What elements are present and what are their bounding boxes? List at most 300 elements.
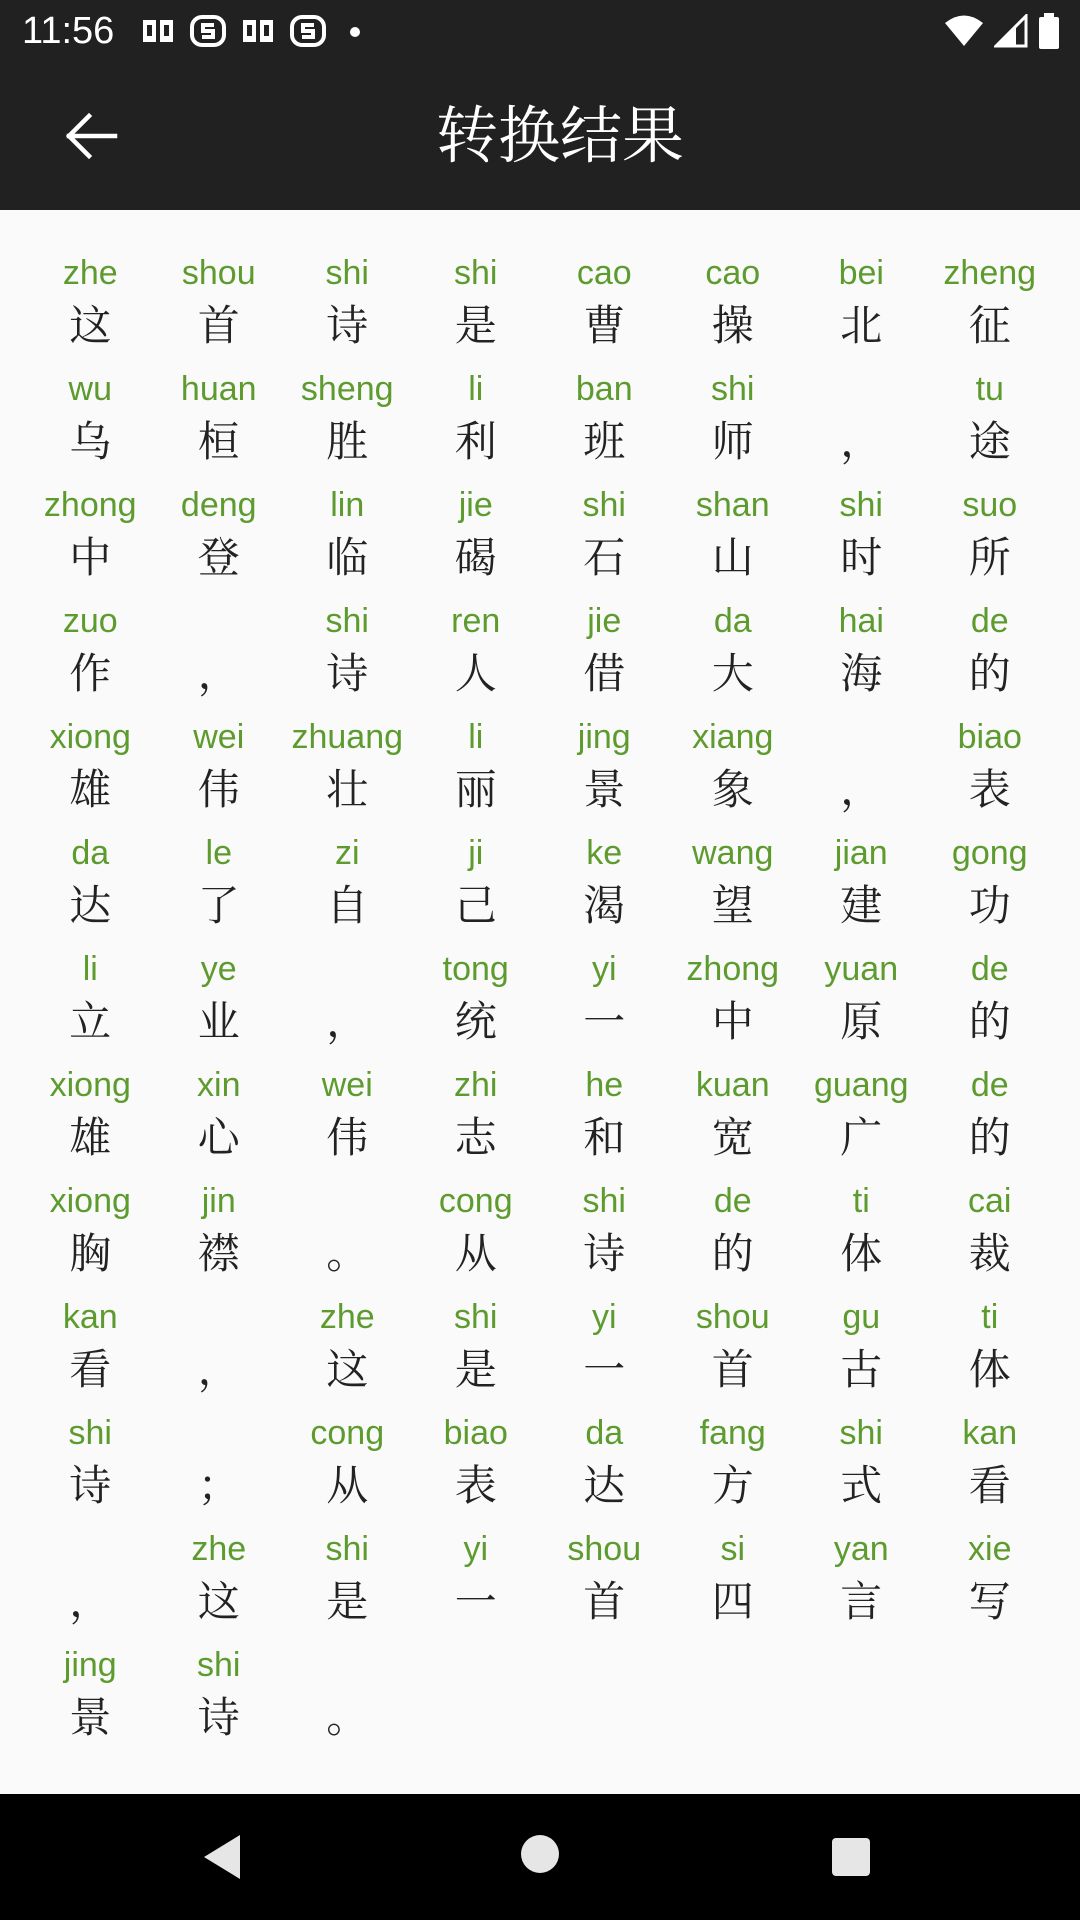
pinyin-label: jie [587,602,622,640]
back-button[interactable] [54,98,130,174]
char-cell [26,828,155,944]
hanzi-char: 了 [197,881,240,930]
hanzi-char: 的 [968,1113,1011,1162]
hanzi-char: 北 [840,301,883,350]
hanzi-char: 人 [454,649,497,698]
empty-cell [669,1640,798,1756]
char-cell [283,364,412,480]
char-cell [797,1292,926,1408]
char-cell [797,364,926,480]
pinyin-label: wang [692,834,774,872]
char-cell [26,712,155,828]
hanzi-char: 是 [326,1577,369,1626]
char-cell [926,480,1055,596]
pinyin-label: de [970,950,1009,988]
empty-cell [412,1640,541,1756]
hanzi-char: 所 [968,533,1011,582]
hanzi-char: 一 [454,1577,497,1626]
hanzi-char: 体 [840,1229,883,1278]
char-cell [669,1524,798,1640]
hanzi-char: 登 [197,533,240,582]
pinyin-label: shi [325,254,369,292]
pinyin-label: xiong [49,718,131,756]
hanzi-char: 看 [69,1345,112,1394]
pinyin-label: cao [705,254,761,292]
pinyin-label: yi [591,1298,617,1336]
pinyin-label: shou [567,1530,642,1568]
char-cell [797,1060,926,1176]
char-cell [669,1292,798,1408]
char-cell [669,248,798,364]
pinyin-label: shi [454,1298,498,1336]
pinyin-label: he [585,1066,624,1104]
hanzi-char: 。 [326,1693,369,1742]
char-cell [155,828,284,944]
pinyin-label: ji [468,834,484,872]
char-cell [283,828,412,944]
pinyin-label: jie [458,486,493,524]
pinyin-label: shi [839,1414,883,1452]
app-icon-s [190,15,226,47]
char-cell [26,1640,155,1756]
pinyin-label: jing [577,718,631,756]
pinyin-label: li [82,950,98,988]
hanzi-char: 和 [583,1113,626,1162]
hanzi-char: 表 [968,765,1011,814]
char-cell [540,1060,669,1176]
hanzi-char: 丽 [454,765,497,814]
hanzi-char: 象 [711,765,754,814]
hanzi-char: 壮 [326,765,369,814]
hanzi-char: 诗 [197,1693,240,1742]
hanzi-char: ， [326,997,369,1046]
pinyin-label: zhe [319,1298,375,1336]
hanzi-char: 宽 [711,1113,754,1162]
pinyin-label: tu [975,370,1004,408]
char-cell [155,712,284,828]
pinyin-label: ti [981,1298,999,1336]
char-cell [926,828,1055,944]
char-cell [26,1060,155,1176]
nav-home-icon[interactable] [518,1832,562,1876]
char-cell [26,480,155,596]
pinyin-label: kan [62,1298,118,1336]
pinyin-label: kan [962,1414,1018,1452]
app-icon-ub [240,16,276,46]
app-icon-ub [140,16,176,46]
pinyin-label: shou [181,254,256,292]
hanzi-char: 业 [197,997,240,1046]
pinyin-label: zheng [943,254,1037,292]
wifi-icon [944,14,984,48]
char-cell [926,1176,1055,1292]
char-cell [926,944,1055,1060]
hanzi-char: 伟 [326,1113,369,1162]
pinyin-label: si [720,1530,746,1568]
char-cell [540,1292,669,1408]
hanzi-char: 自 [326,881,369,930]
pinyin-label: gu [842,1298,881,1336]
pinyin-label: wei [321,1066,373,1104]
pinyin-label: kuan [695,1066,770,1104]
char-cell [283,480,412,596]
conversion-result [0,210,1080,1794]
hanzi-char: 首 [583,1577,626,1626]
hanzi-char: 方 [711,1461,754,1510]
pinyin-label: shi [68,1414,112,1452]
pinyin-label: yuan [824,950,899,988]
pinyin-label: bei [838,254,884,292]
pinyin-label: cong [438,1182,513,1220]
hanzi-char: 雄 [69,1113,112,1162]
hanzi-char: 中 [711,997,754,1046]
char-cell [797,480,926,596]
hanzi-char: 的 [968,997,1011,1046]
hanzi-char: 首 [711,1345,754,1394]
char-cell [797,1524,926,1640]
nav-back-icon[interactable] [200,1832,244,1882]
char-cell [669,1176,798,1292]
char-cell [412,1060,541,1176]
hanzi-char: 裁 [968,1229,1011,1278]
app-icon-s [290,15,326,47]
pinyin-label: zhi [454,1066,498,1104]
char-cell [797,596,926,712]
hanzi-char: 雄 [69,765,112,814]
hanzi-char: 的 [711,1229,754,1278]
char-cell [283,596,412,712]
hanzi-char: 伟 [197,765,240,814]
hanzi-char: 首 [197,301,240,350]
hanzi-char: 时 [840,533,883,582]
pinyin-label: yi [463,1530,489,1568]
hanzi-char: 班 [583,417,626,466]
char-cell [797,712,926,828]
status-bar [0,0,1080,62]
pinyin-label: hai [838,602,884,640]
hanzi-char: 景 [583,765,626,814]
char-cell [540,364,669,480]
char-cell [669,364,798,480]
pinyin-label: da [585,1414,624,1452]
hanzi-char: 统 [454,997,497,1046]
hanzi-char: 征 [968,301,1011,350]
char-cell [669,1408,798,1524]
pinyin-label: gong [951,834,1028,872]
char-cell [669,828,798,944]
hanzi-char: 看 [968,1461,1011,1510]
char-cell [26,944,155,1060]
char-cell [669,480,798,596]
hanzi-char: 四 [711,1577,754,1626]
char-cell [283,1524,412,1640]
status-right [944,12,1060,50]
hanzi-char: 从 [326,1461,369,1510]
char-cell [540,248,669,364]
hanzi-char: ， [69,1577,112,1626]
char-cell [283,1176,412,1292]
pinyin-label: shi [839,486,883,524]
hanzi-char: 碣 [454,533,497,582]
char-cell [926,364,1055,480]
char-cell [797,1408,926,1524]
char-cell [412,1408,541,1524]
char-cell [155,480,284,596]
char-cell [926,712,1055,828]
char-cell [797,248,926,364]
char-cell [283,1408,412,1524]
hanzi-char: 望 [711,881,754,930]
hanzi-char: ； [197,1461,240,1510]
hanzi-char: ， [197,649,240,698]
pinyin-label: yi [591,950,617,988]
char-cell [155,1524,284,1640]
pinyin-label: guang [813,1066,909,1104]
char-cell [412,828,541,944]
app-bar [0,62,1080,210]
hanzi-char: 原 [840,997,883,1046]
char-cell [283,1292,412,1408]
hanzi-char: 临 [326,533,369,582]
hanzi-char: 借 [583,649,626,698]
char-cell [412,712,541,828]
pinyin-label: sheng [300,370,394,408]
char-cell [797,944,926,1060]
hanzi-char: 山 [711,533,754,582]
char-cell [926,1524,1055,1640]
pinyin-label: xiang [692,718,774,756]
char-cell [412,1292,541,1408]
pinyin-label: xin [197,1066,241,1104]
page-title: 转换结果 [435,99,684,172]
char-cell [412,1524,541,1640]
hanzi-char: ， [840,417,883,466]
hanzi-char: 海 [840,649,883,698]
pinyin-label: shou [695,1298,770,1336]
pinyin-label: xie [968,1530,1012,1568]
hanzi-char: 己 [454,881,497,930]
pinyin-label: cao [576,254,632,292]
char-cell [283,1060,412,1176]
char-cell [926,248,1055,364]
pinyin-label: fang [699,1414,766,1452]
char-cell [155,944,284,1060]
hanzi-char: 渴 [583,881,626,930]
hanzi-char: 达 [69,881,112,930]
char-cell [155,364,284,480]
char-cell [926,596,1055,712]
signal-icon [994,14,1028,48]
hanzi-char: 胜 [326,417,369,466]
char-cell [540,944,669,1060]
hanzi-char: 建 [840,881,883,930]
hanzi-char: 古 [840,1345,883,1394]
pinyin-label: li [468,370,484,408]
char-cell [155,1408,284,1524]
pinyin-label: zi [334,834,360,872]
pinyin-label: ban [575,370,633,408]
pinyin-label: shi [325,1530,369,1568]
char-cell [797,1176,926,1292]
pinyin-label: shi [582,486,626,524]
pinyin-label: shan [695,486,770,524]
empty-cell [540,1640,669,1756]
pinyin-label: jian [834,834,888,872]
navigation-bar [0,1794,1080,1920]
result-grid [26,248,1054,1756]
battery-icon [1038,13,1060,49]
dot-icon [340,16,370,46]
hanzi-char: 乌 [69,417,112,466]
pinyin-label: shi [454,254,498,292]
pinyin-label: xiong [49,1066,131,1104]
pinyin-label: de [970,602,1009,640]
pinyin-label: shi [197,1646,241,1684]
empty-cell [797,1640,926,1756]
char-cell [283,712,412,828]
char-cell [540,480,669,596]
hanzi-char: 立 [69,997,112,1046]
pinyin-label: jin [201,1182,236,1220]
hanzi-char: 诗 [326,649,369,698]
hanzi-char: 诗 [583,1229,626,1278]
pinyin-label: zhong [43,486,137,524]
char-cell [155,248,284,364]
char-cell [540,1524,669,1640]
hanzi-char: 景 [69,1693,112,1742]
hanzi-char: 途 [968,417,1011,466]
char-cell [155,1292,284,1408]
char-cell [926,1060,1055,1176]
char-cell [540,1176,669,1292]
hanzi-char: 襟 [197,1229,240,1278]
pinyin-label: wei [193,718,245,756]
nav-recents-icon[interactable] [830,1836,872,1878]
char-cell [412,596,541,712]
hanzi-char: 言 [840,1577,883,1626]
hanzi-char: 大 [711,649,754,698]
pinyin-label: ti [852,1182,870,1220]
pinyin-label: xiong [49,1182,131,1220]
char-cell [412,364,541,480]
char-cell [669,596,798,712]
char-cell [283,248,412,364]
hanzi-char: 一 [583,997,626,1046]
pinyin-label: suo [962,486,1018,524]
hanzi-char: 志 [454,1113,497,1162]
notification-icons [140,14,370,48]
hanzi-char: 功 [968,881,1011,930]
char-cell [412,1176,541,1292]
pinyin-label: da [71,834,110,872]
pinyin-label: shi [325,602,369,640]
char-cell [540,712,669,828]
hanzi-char: 诗 [326,301,369,350]
hanzi-char: 曹 [583,301,626,350]
pinyin-label: ye [200,950,237,988]
pinyin-label: zhe [62,254,118,292]
hanzi-char: 胸 [69,1229,112,1278]
char-cell [155,1060,284,1176]
char-cell [155,1640,284,1756]
empty-cell [926,1640,1055,1756]
hanzi-char: 写 [968,1577,1011,1626]
char-cell [669,712,798,828]
hanzi-char: 体 [968,1345,1011,1394]
char-cell [540,1408,669,1524]
char-cell [412,944,541,1060]
pinyin-label: li [468,718,484,756]
char-cell [926,1292,1055,1408]
pinyin-label: zhuang [291,718,404,756]
pinyin-label: ren [451,602,501,640]
hanzi-char: 桓 [197,417,240,466]
char-cell [412,248,541,364]
hanzi-char: 师 [711,417,754,466]
char-cell [412,480,541,596]
char-cell [26,364,155,480]
hanzi-char: 广 [840,1113,883,1162]
char-cell [540,596,669,712]
char-cell [540,828,669,944]
hanzi-char: 。 [326,1229,369,1278]
hanzi-char: ， [840,765,883,814]
pinyin-label: de [970,1066,1009,1104]
pinyin-label: cong [310,1414,385,1452]
hanzi-char: 心 [197,1113,240,1162]
char-cell [669,944,798,1060]
pinyin-label: biao [957,718,1022,756]
pinyin-label: shi [582,1182,626,1220]
pinyin-label: shi [711,370,755,408]
arrow-left-icon [65,113,119,159]
pinyin-label: yan [833,1530,889,1568]
char-cell [669,1060,798,1176]
hanzi-char: 诗 [69,1461,112,1510]
pinyin-label: biao [443,1414,508,1452]
hanzi-char: 是 [454,1345,497,1394]
hanzi-char: 这 [69,301,112,350]
char-cell [26,248,155,364]
hanzi-char: ， [197,1345,240,1394]
char-cell [155,596,284,712]
char-cell [797,828,926,944]
hanzi-char: 的 [968,649,1011,698]
hanzi-char: 这 [326,1345,369,1394]
status-time: 11:56 [22,10,115,52]
pinyin-label: de [713,1182,752,1220]
pinyin-label: tong [442,950,509,988]
char-cell [26,1408,155,1524]
hanzi-char: 石 [583,533,626,582]
char-cell [26,1292,155,1408]
hanzi-char: 表 [454,1461,497,1510]
pinyin-label: zhong [686,950,780,988]
hanzi-char: 操 [711,301,754,350]
pinyin-label: jing [63,1646,117,1684]
hanzi-char: 一 [583,1345,626,1394]
char-cell [926,1408,1055,1524]
pinyin-label: zuo [62,602,118,640]
char-cell [155,1176,284,1292]
hanzi-char: 达 [583,1461,626,1510]
hanzi-char: 是 [454,301,497,350]
hanzi-char: 式 [840,1461,883,1510]
pinyin-label: lin [330,486,365,524]
hanzi-char: 从 [454,1229,497,1278]
pinyin-label: cai [968,1182,1012,1220]
pinyin-label: wu [68,370,112,408]
